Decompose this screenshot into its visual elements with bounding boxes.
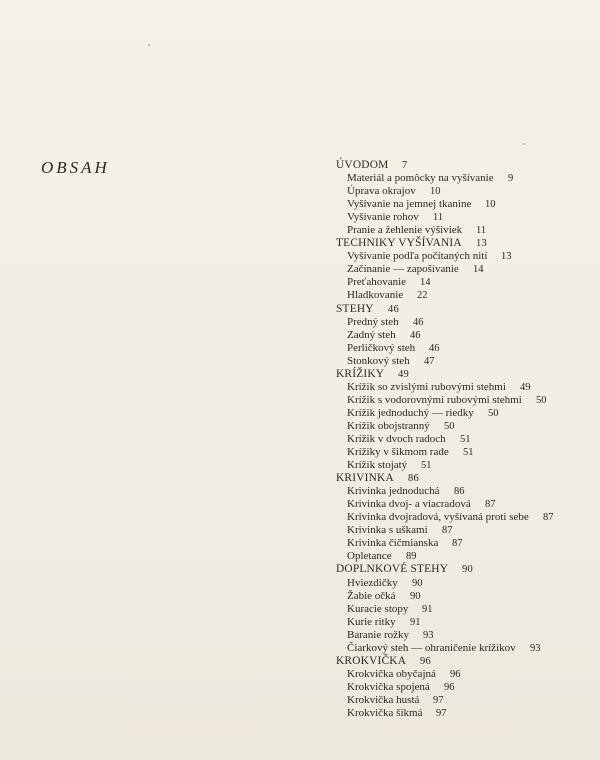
toc-entry-title: Krokvička obyčajná xyxy=(347,667,436,680)
table-of-contents xyxy=(336,159,596,720)
toc-entry-page: 11 xyxy=(433,212,444,224)
toc-entry-title: Hviezdičky xyxy=(347,576,398,589)
toc-entry-page: 13 xyxy=(501,251,512,263)
toc-section xyxy=(336,211,596,224)
toc-section xyxy=(336,629,596,642)
toc-entry-page: 49 xyxy=(520,381,531,393)
toc-entry-title: Predný steh xyxy=(347,315,399,328)
toc-entry-title: Krížik v dvoch radoch xyxy=(347,432,446,445)
toc-section xyxy=(336,603,596,616)
toc-section xyxy=(336,394,596,407)
toc-entry-title: TECHNIKY VYŠÍVANIA xyxy=(336,237,462,250)
toc-entry-page: 7 xyxy=(402,160,408,171)
toc-entry-page: 46 xyxy=(388,303,399,315)
toc-chapter xyxy=(336,368,596,381)
toc-entry-page: 90 xyxy=(412,577,423,589)
toc-section xyxy=(336,511,596,524)
toc-entry-page: 10 xyxy=(430,186,441,198)
toc-entry-page: 90 xyxy=(410,590,421,602)
toc-entry-title: Stonkový steh xyxy=(347,354,410,367)
toc-entry-title: Krížik jednoduchý — riedky xyxy=(347,406,474,419)
toc-entry-page: 50 xyxy=(488,407,499,419)
toc-section xyxy=(336,263,596,276)
toc-entry-title: STEHY xyxy=(336,302,374,315)
toc-entry-page: 46 xyxy=(410,329,421,341)
toc-entry-title: Čiarkový steh — ohraničenie krížikov xyxy=(347,641,516,654)
toc-chapter xyxy=(336,237,596,250)
toc-section xyxy=(336,707,596,720)
toc-entry-page: 91 xyxy=(410,616,421,628)
toc-entry-title: Začínanie — zapošívanie xyxy=(347,263,459,276)
toc-entry-title: Krokvička spojená xyxy=(347,680,430,693)
toc-section xyxy=(336,250,596,263)
toc-section xyxy=(336,198,596,211)
toc-entry-page: 96 xyxy=(444,681,455,693)
toc-entry-page: 47 xyxy=(424,355,435,367)
toc-entry-page: 87 xyxy=(543,512,554,524)
toc-entry-title: Vyšívanie podľa počítaných nití xyxy=(347,250,488,263)
toc-entry-title: KRÍŽIKY xyxy=(336,367,385,380)
toc-entry-title: Krížiky v šikmom rade xyxy=(347,446,449,459)
toc-entry-page: 91 xyxy=(422,603,433,615)
toc-entry-title: Vyšívanie rohov xyxy=(347,211,419,224)
toc-section xyxy=(336,498,596,511)
toc-section xyxy=(336,459,596,472)
toc-section xyxy=(336,577,596,590)
toc-section xyxy=(336,289,596,302)
toc-section xyxy=(336,485,596,498)
toc-chapter xyxy=(336,563,596,576)
toc-entry-title: DOPLNKOVÉ STEHY xyxy=(336,563,449,576)
toc-entry-title: Materiál a pomôcky na vyšívanie xyxy=(347,172,494,185)
toc-section xyxy=(336,420,596,433)
toc-entry-page: 50 xyxy=(444,420,455,432)
toc-chapter xyxy=(336,472,596,485)
toc-entry-title: Zadný steh xyxy=(347,328,396,341)
toc-section xyxy=(336,433,596,446)
toc-section xyxy=(336,381,596,394)
toc-section xyxy=(336,537,596,550)
toc-chapter xyxy=(336,159,596,172)
toc-entry-page: 86 xyxy=(408,473,419,485)
toc-section xyxy=(336,694,596,707)
toc-entry-page: 51 xyxy=(421,460,432,472)
toc-entry-title: Vyšívanie na jemnej tkanine xyxy=(347,198,472,211)
toc-entry-page: 46 xyxy=(429,342,440,354)
toc-entry-title: Krokvička šikmá xyxy=(347,706,423,719)
toc-section xyxy=(336,616,596,629)
toc-entry-title: Krivinka dvoj- a viacradová xyxy=(347,498,471,511)
toc-section xyxy=(336,342,596,355)
toc-section xyxy=(336,276,596,289)
toc-entry-page: 97 xyxy=(433,694,444,706)
toc-entry-page: 97 xyxy=(436,707,447,719)
toc-entry-page: 50 xyxy=(536,394,547,406)
toc-entry-page: 10 xyxy=(485,199,496,211)
toc-entry-title: Krivinka s uškami xyxy=(347,524,428,537)
paper-speck xyxy=(148,44,150,46)
toc-entry-title: Opletance xyxy=(347,550,392,563)
toc-chapter xyxy=(336,303,596,316)
toc-entry-page: 13 xyxy=(476,238,487,250)
toc-entry-page: 87 xyxy=(442,525,453,537)
paper-speck xyxy=(523,143,525,145)
toc-entry-page: 11 xyxy=(476,225,487,237)
toc-entry-title: Hladkovanie xyxy=(347,289,404,302)
toc-entry-page: 14 xyxy=(420,277,431,289)
toc-entry-page: 96 xyxy=(420,655,431,667)
toc-section xyxy=(336,224,596,237)
toc-entry-title: Pranie a žehlenie výšiviek xyxy=(347,224,463,237)
toc-section xyxy=(336,329,596,342)
toc-entry-page: 51 xyxy=(460,433,471,445)
toc-entry-page: 86 xyxy=(454,486,465,498)
toc-entry-title: KRIVINKA xyxy=(336,472,394,485)
toc-entry-title: Baranie rožky xyxy=(347,628,409,641)
toc-entry-title: Kurie ritky xyxy=(347,615,396,628)
toc-entry-page: 9 xyxy=(508,173,514,185)
toc-entry-page: 93 xyxy=(423,629,434,641)
toc-entry-title: Krokvička hustá xyxy=(347,693,420,706)
toc-entry-page: 14 xyxy=(473,264,484,276)
toc-entry-title: Krížik stojatý xyxy=(347,459,408,472)
toc-entry-title: KROKVIČKA xyxy=(336,654,407,667)
toc-section xyxy=(336,407,596,420)
toc-section xyxy=(336,355,596,368)
toc-entry-title: Krížik so zvislými rubovými stehmi xyxy=(347,380,506,393)
toc-entry-page: 93 xyxy=(530,642,541,654)
toc-entry-title: Krížik obojstranný xyxy=(347,419,430,432)
toc-entry-title: Krížik s vodorovnými rubovými stehmi xyxy=(347,393,522,406)
toc-section xyxy=(336,446,596,459)
toc-entry-title: Perličkový steh xyxy=(347,341,416,354)
toc-chapter xyxy=(336,655,596,668)
toc-section xyxy=(336,172,596,185)
toc-entry-page: 87 xyxy=(452,538,463,550)
toc-section xyxy=(336,185,596,198)
toc-entry-title: Žabie očká xyxy=(347,589,396,602)
toc-entry-title: Krivinka čičmianska xyxy=(347,537,439,550)
toc-entry-title: Kuracie stopy xyxy=(347,602,409,615)
toc-section xyxy=(336,681,596,694)
page-heading: OBSAH xyxy=(41,158,110,177)
toc-section xyxy=(336,642,596,655)
toc-entry-page: 22 xyxy=(417,290,428,302)
toc-section xyxy=(336,668,596,681)
toc-section xyxy=(336,316,596,329)
toc-entry-page: 46 xyxy=(413,316,424,328)
toc-entry-page: 96 xyxy=(450,668,461,680)
toc-entry-title: Krivinka dvojradová, vyšívaná proti sebe xyxy=(347,511,529,524)
toc-entry-page: 90 xyxy=(462,564,473,576)
toc-entry-page: 51 xyxy=(463,447,474,459)
toc-section xyxy=(336,524,596,537)
toc-entry-title: Úprava okrajov xyxy=(347,185,416,198)
toc-entry-page: 49 xyxy=(398,368,409,380)
toc-entry-title: ÚVODOM xyxy=(336,159,389,171)
toc-entry-title: Preťahovanie xyxy=(347,276,407,289)
toc-section xyxy=(336,550,596,563)
toc-entry-page: 89 xyxy=(406,551,417,563)
toc-entry-title: Krivinka jednoduchá xyxy=(347,485,440,498)
toc-section xyxy=(336,590,596,603)
toc-entry-page: 87 xyxy=(485,499,496,511)
